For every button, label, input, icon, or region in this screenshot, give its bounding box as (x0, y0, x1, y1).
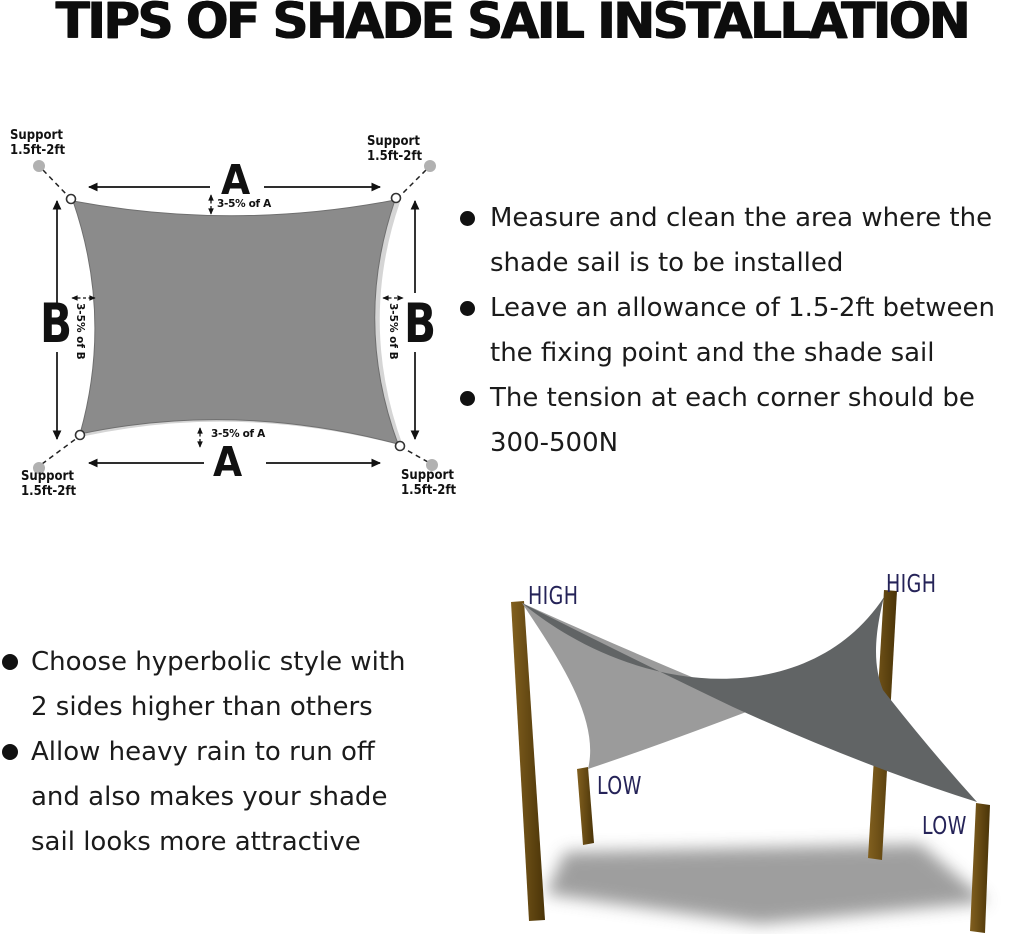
dimension-b-right: B (404, 292, 437, 355)
list-item (2, 730, 406, 865)
support-label-bottom-left: Support 1.5ft-2ft (21, 469, 77, 499)
style-tips-list (2, 640, 406, 865)
list-item (460, 376, 995, 466)
dimension-a-top: A (221, 156, 251, 204)
post-low-left (577, 767, 594, 845)
high-label-left: HIGH (528, 581, 579, 610)
dimension-a-bottom: A (213, 438, 243, 486)
post-low-right (970, 803, 990, 933)
bullet-icon (2, 654, 18, 670)
bullet-icon (2, 744, 18, 760)
tip-line: and also makes your shade (31, 782, 388, 812)
high-label-right: HIGH (886, 569, 937, 598)
installation-tips-list (460, 196, 995, 466)
tip-line: sail looks more attractive (31, 827, 361, 857)
sag-percent-b-right: 3-5% of B (387, 303, 399, 360)
bullet-icon (460, 301, 475, 316)
sag-percent-a-top: 3-5% of A (217, 198, 272, 210)
tip-line: Leave an allowance of 1.5-2ft between (490, 293, 995, 323)
bullet-icon (460, 211, 475, 226)
sag-percent-a-bottom: 3-5% of A (211, 428, 266, 440)
tip-line: The tension at each corner should be (490, 383, 975, 413)
list-item (2, 640, 406, 730)
sail-shape (73, 200, 398, 444)
tip-line: Choose hyperbolic style with (31, 647, 406, 677)
dimension-b-left: B (40, 292, 73, 355)
support-label-top-right: Support 1.5ft-2ft (367, 134, 423, 164)
low-label-right: LOW (922, 811, 967, 840)
tip-line: 300-500N (490, 428, 619, 458)
ground-shadow (546, 844, 988, 924)
post-high-left (511, 601, 545, 921)
bullet-icon (460, 391, 475, 406)
list-item (460, 286, 995, 376)
list-item (460, 196, 995, 286)
support-label-top-left: Support 1.5ft-2ft (10, 128, 66, 158)
tip-line: the fixing point and the shade sail (490, 338, 935, 368)
tip-line: shade sail is to be installed (490, 248, 844, 278)
tip-line: 2 sides higher than others (31, 692, 373, 722)
support-label-bottom-right: Support 1.5ft-2ft (401, 468, 457, 498)
page-title: TIPS OF SHADE SAIL INSTALLATION (55, 0, 969, 50)
low-label-left: LOW (597, 771, 642, 800)
sag-percent-b-left: 3-5% of B (74, 303, 86, 360)
tip-line: Allow heavy rain to run off (31, 737, 375, 767)
tip-line: Measure and clean the area where the (490, 203, 993, 233)
